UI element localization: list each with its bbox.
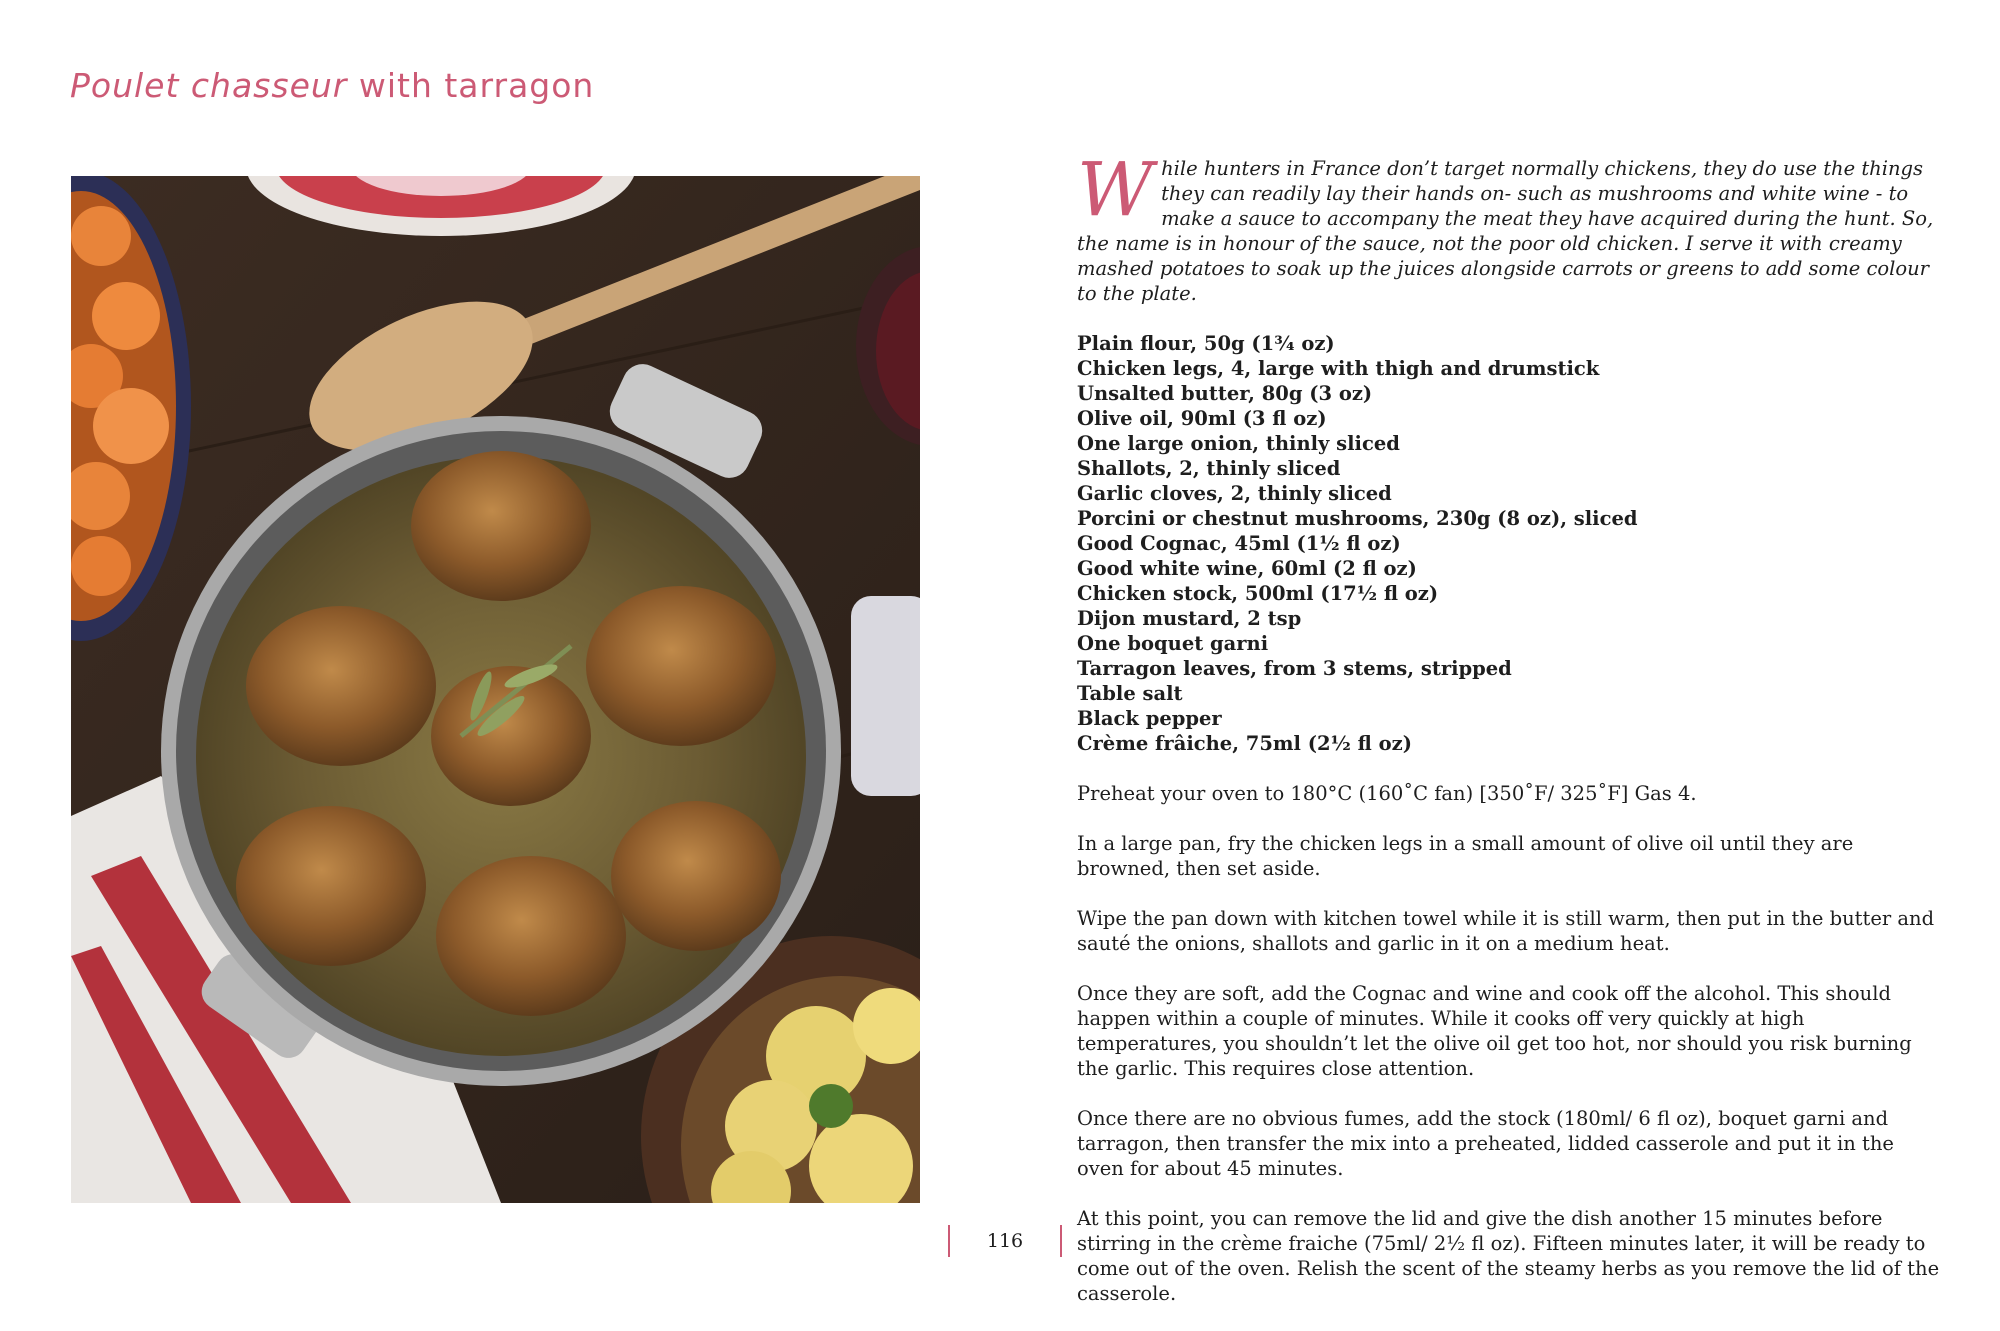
ingredient-item: Dijon mustard, 2 tsp <box>1077 607 1302 630</box>
method-step: At this point, you can remove the lid and give the dish another 15 minutes before stirring in the crème fraiche (75ml/ 2½ fl oz). Fifteen minutes later, it will be ready to come out of the oven. Relish the scent of the steamy herbs as you remove the lid of the casserole. <box>1077 1207 1940 1305</box>
ingredient-item: One large onion, thinly sliced <box>1077 432 1400 455</box>
intro-paragraph <box>1077 147 1942 306</box>
ingredient-item: Chicken legs, 4, large with thigh and drumstick <box>1077 357 1600 380</box>
ingredient-item: Garlic cloves, 2, thinly sliced <box>1077 482 1392 505</box>
method-step: Once they are soft, add the Cognac and wine and cook off the alcohol. This should happen within a couple of minutes. While it cooks off very quickly at high temperatures, you shouldn’t let the olive oil get too hot, nor should you risk burning the garlic. This requires close attention. <box>1077 982 1912 1080</box>
ingredient-item: Good white wine, 60ml (2 fl oz) <box>1077 557 1417 580</box>
method-step: Preheat your oven to 180°C (160˚C fan) [350˚F/ 325˚F] Gas 4. <box>1077 782 1697 805</box>
ingredient-item: Table salt <box>1077 682 1183 705</box>
casserole-photo <box>71 176 920 1203</box>
method-step: Wipe the pan down with kitchen towel while it is still warm, then put in the butter and sauté the onions, shallots and garlic in it on a medium heat. <box>1077 907 1935 955</box>
ingredient-item: Tarragon leaves, from 3 stems, stripped <box>1077 657 1512 680</box>
casserole-photo-icon <box>71 176 920 1203</box>
ingredient-item: One boquet garni <box>1077 632 1269 655</box>
ingredient-item: Olive oil, 90ml (3 fl oz) <box>1077 407 1327 430</box>
drop-cap: W <box>1077 147 1154 233</box>
ingredient-item: Unsalted butter, 80g (3 oz) <box>1077 382 1373 405</box>
ingredient-item: Good Cognac, 45ml (1½ fl oz) <box>1077 532 1401 555</box>
page-title <box>70 66 930 105</box>
ingredient-list <box>1077 331 1942 756</box>
title-italic: Poulet chasseur <box>70 66 348 105</box>
ingredient-item: Black pepper <box>1077 707 1222 730</box>
recipe-text <box>1077 147 1942 1331</box>
ingredient-item: Shallots, 2, thinly sliced <box>1077 457 1341 480</box>
ingredient-item: Porcini or chestnut mushrooms, 230g (8 oz), sliced <box>1077 507 1638 530</box>
method-step: In a large pan, fry the chicken legs in a small amount of olive oil until they are browned, then set aside. <box>1077 832 1854 880</box>
intro-text: hile hunters in France don’t target normally chickens, they do use the things they can readily lay their hands on- such as mushrooms and white wine - to make a sauce to accompany the meat they have acquired during the hunt. So, the name is in honour of the sauce, not the poor old chicken. I serve it with creamy mashed potatoes to soak up the juices alongside carrots or greens to add some colour to the plate. <box>1077 157 1934 305</box>
ingredient-item: Plain flour, 50g (1¾ oz) <box>1077 332 1335 355</box>
title-rest: with tarragon <box>347 66 595 105</box>
page-number: 116 <box>948 1225 1062 1257</box>
ingredient-item: Crème frâiche, 75ml (2½ fl oz) <box>1077 732 1412 755</box>
method-step: Once there are no obvious fumes, add the stock (180ml/ 6 fl oz), boquet garni and tarragon, then transfer the mix into a preheated, lidded casserole and put it in the oven for about 45 minutes. <box>1077 1107 1894 1180</box>
ingredient-item: Chicken stock, 500ml (17½ fl oz) <box>1077 582 1439 605</box>
method-steps <box>1077 781 1942 1306</box>
